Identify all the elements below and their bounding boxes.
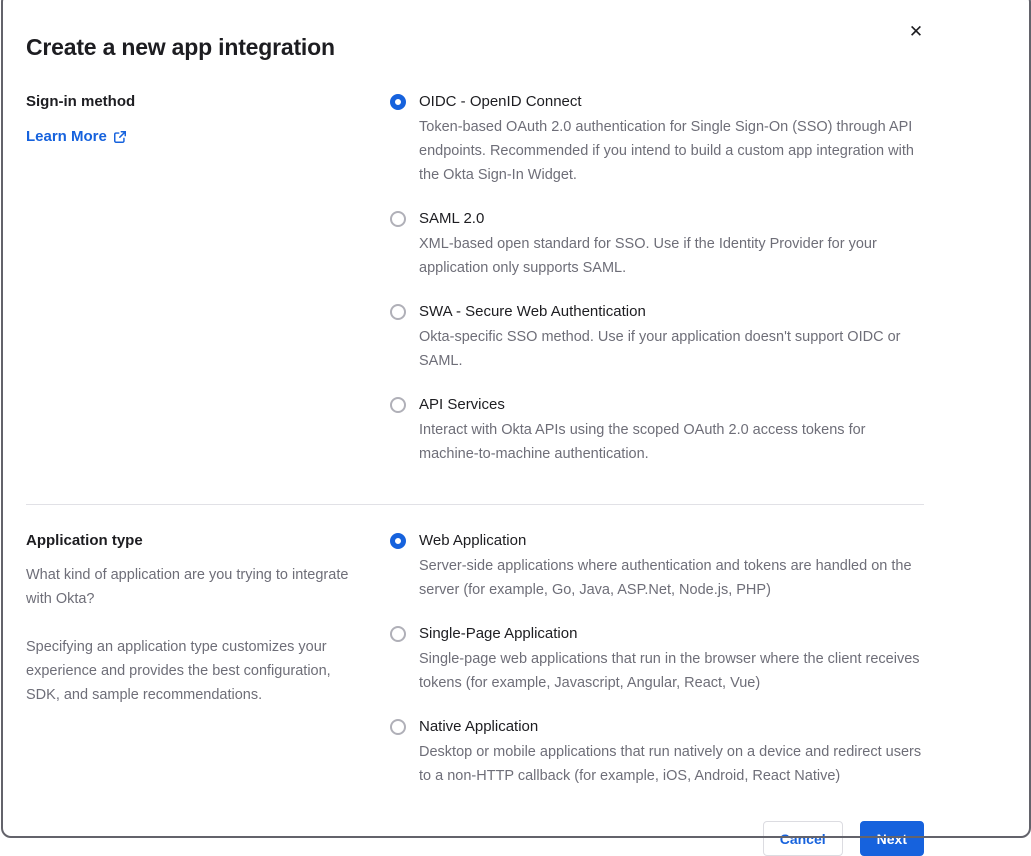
radio-swa[interactable] (390, 304, 406, 320)
cancel-button[interactable]: Cancel (763, 821, 843, 856)
application-type-label: Application type (26, 532, 143, 549)
option-api-services-label[interactable]: API Services (419, 396, 505, 413)
radio-oidc[interactable] (390, 94, 406, 110)
option-spa (390, 623, 924, 695)
radio-web-application[interactable] (390, 533, 406, 549)
option-api-services (390, 394, 924, 466)
application-type-left-column (26, 530, 390, 707)
radio-saml[interactable] (390, 211, 406, 227)
option-oidc (390, 91, 924, 187)
option-web-application-label[interactable]: Web Application (419, 532, 527, 549)
application-type-options (390, 530, 924, 788)
application-type-help-text: Specifying an application type customizes your experience and provides the best configuration, SDK, and sample recommendations. (26, 639, 331, 703)
close-button[interactable]: ✕ (904, 20, 928, 44)
section-divider (26, 504, 924, 505)
radio-native-application[interactable] (390, 719, 406, 735)
learn-more-link[interactable] (26, 126, 127, 148)
option-saml-label[interactable]: SAML 2.0 (419, 210, 485, 227)
option-swa-description: Okta-specific SSO method. Use if your application doesn't support OIDC or SAML. (419, 329, 901, 369)
learn-more-label: Learn More (26, 128, 107, 145)
option-spa-label[interactable]: Single-Page Application (419, 625, 578, 642)
radio-spa[interactable] (390, 626, 406, 642)
next-button[interactable]: Next (860, 821, 924, 856)
option-saml-description: XML-based open standard for SSO. Use if the Identity Provider for your application only supports SAML. (419, 236, 877, 276)
option-api-services-description: Interact with Okta APIs using the scoped OAuth 2.0 access tokens for machine-to-machine authentication. (419, 422, 866, 462)
option-swa (390, 301, 924, 373)
option-web-application-description: Server-side applications where authentication and tokens are handled on the server (for example, Go, Java, ASP.Net, Node.js, PHP) (419, 558, 912, 598)
option-native-application (390, 716, 924, 788)
dialog-footer (26, 821, 924, 856)
option-web-application (390, 530, 924, 602)
radio-api-services[interactable] (390, 397, 406, 413)
option-saml (390, 208, 924, 280)
option-native-application-description: Desktop or mobile applications that run natively on a device and redirect users to a non-HTTP callback (for example, iOS, Android, React Native) (419, 744, 922, 784)
signin-method-left-column (26, 91, 390, 148)
application-type-question: What kind of application are you trying to integrate with Okta? (26, 567, 349, 607)
signin-method-section (26, 91, 924, 466)
signin-method-options (390, 91, 924, 466)
option-swa-label[interactable]: SWA - Secure Web Authentication (419, 303, 646, 320)
option-spa-description: Single-page web applications that run in the browser where the client receives tokens (for example, Javascript, Angular, React, Vue) (419, 651, 920, 691)
option-native-application-label[interactable]: Native Application (419, 718, 539, 735)
option-oidc-description: Token-based OAuth 2.0 authentication for Single Sign-On (SSO) through API endpoints. Recommended if you intend to build a custom app integration with the Okta Sign-In Widget. (419, 119, 914, 183)
page-title: Create a new app integration (26, 34, 335, 60)
signin-method-label: Sign-in method (26, 93, 136, 110)
external-link-icon (113, 130, 127, 144)
option-oidc-label[interactable]: OIDC - OpenID Connect (419, 93, 582, 110)
application-type-section (26, 530, 924, 788)
